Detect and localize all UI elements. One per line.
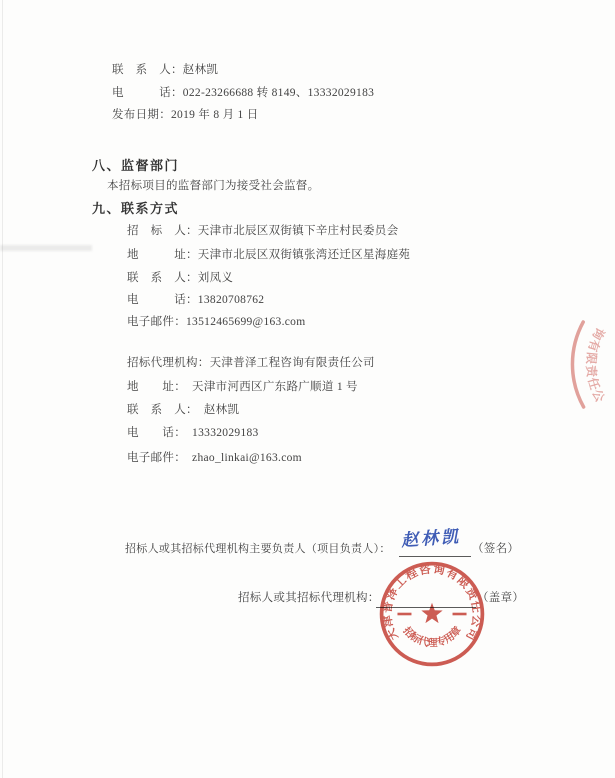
tenderer-phone: 电 话：13820708762 [127, 294, 265, 306]
signature-row-label: 招标人或其招标代理机构主要负责人（项目负责人）： [125, 543, 391, 555]
seal-caption-text: 招标代理专用章 [400, 624, 464, 650]
seal-company-text: 天津普泽工程咨询有限责任公司 [380, 562, 484, 643]
agency-contact-person: 联 系 人： 赵林凯 [127, 404, 240, 416]
agency-seal-stamp [376, 558, 488, 670]
tenderer-email: 电子邮件：13512465699@163.com [127, 316, 306, 328]
publish-date: 发布日期：2019 年 8 月 1 日 [112, 109, 259, 121]
tenderer-address: 地 址：天津市北辰区双街镇张湾还迁区星海庭苑 [127, 249, 411, 261]
prev-contact-person: 联 系 人：赵林凯 [112, 64, 219, 76]
agency-phone: 电 话： 13332029183 [127, 427, 259, 439]
seal-left-dash [397, 613, 411, 616]
signature-row-suffix: （签名） [472, 543, 520, 555]
section-heading-supervision: 八、监督部门 [92, 158, 180, 173]
handwritten-signature: 赵林凯 [400, 526, 462, 551]
svg-text:天津普泽工程咨询有限责任公司 [380, 562, 485, 643]
edge-seal-ring [572, 322, 583, 407]
stamp-row-label: 招标人或其招标代理机构： [238, 592, 380, 604]
signature-underline [399, 556, 471, 557]
stamp-row-suffix: （盖章） [477, 592, 525, 604]
edge-partial-seal [555, 285, 615, 455]
seal-right-dash [453, 613, 467, 616]
prev-contact-phone: 电 话：022-23266688 转 8149、13332029183 [112, 87, 375, 99]
tenderer-name: 招 标 人：天津市北辰区双街镇下辛庄村民委员会 [127, 225, 399, 237]
seal-star-icon [421, 603, 442, 623]
supervision-body: 本招标项目的监督部门为接受社会监督。 [107, 180, 320, 192]
tenderer-contact-person: 联 系 人：刘凤义 [127, 272, 234, 284]
scan-smudge [0, 245, 92, 251]
agency-address: 地 址： 天津市河西区广东路广顺道 1 号 [127, 381, 358, 393]
edge-seal-text: 询有限责任公 [583, 325, 608, 405]
scan-edge-line [2, 0, 3, 778]
svg-text:询有限责任公 [584, 325, 609, 404]
agency-email: 电子邮件： zhao_linkai@163.com [127, 452, 302, 464]
svg-text:招标代理专用章 [400, 623, 465, 649]
agency-name: 招标代理机构：天津普泽工程咨询有限责任公司 [127, 357, 375, 369]
section-heading-contact: 九、联系方式 [92, 201, 180, 216]
